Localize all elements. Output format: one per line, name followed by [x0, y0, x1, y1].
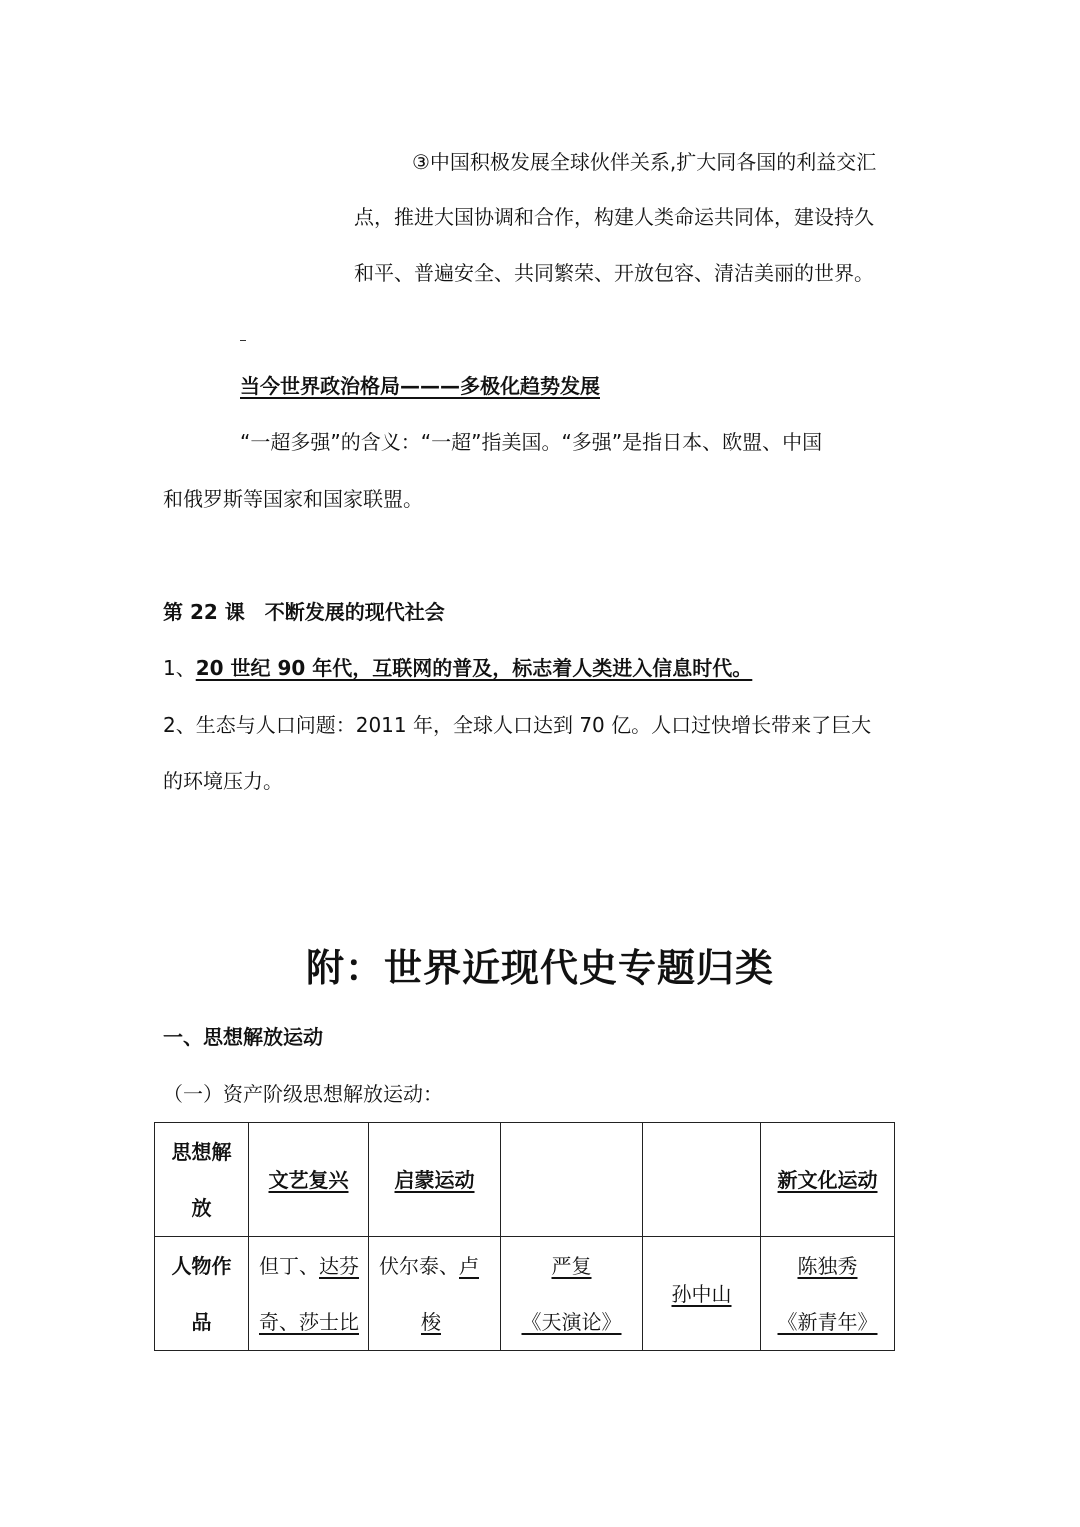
item2-line2: 的环境压力。 [163, 769, 283, 793]
header-enlightenment: 启蒙运动 [369, 1123, 501, 1237]
para1-line2: 点，推进大国协调和合作，构建人类命运共同体，建设持久 [354, 205, 874, 229]
header-renaissance: 文艺复兴 [249, 1123, 369, 1237]
cell-renaissance-people: 但丁、达芬 奇、莎士比 [249, 1237, 369, 1351]
item1-number: 1、 [163, 656, 196, 680]
item1-text: 20 世纪 90 年代，互联网的普及，标志着人类进入信息时代。 [195, 656, 753, 680]
appendix-title: 附：世界近现代史专题归类 [305, 946, 774, 990]
stray-dash-mark [240, 340, 246, 341]
cell-yan-fu: 严复 《天演论》 [501, 1237, 643, 1351]
para2-line1: “一超多强”的含义：“一超”指美国。“多强”是指日本、欧盟、中国 [240, 430, 823, 454]
item2-line1: 2、生态与人口问题：2011 年，全球人口达到 70 亿。人口过快增长带来了巨大 [163, 713, 872, 737]
cell-sun-yat-sen: 孙中山 [643, 1237, 761, 1351]
header-empty-1 [501, 1123, 643, 1237]
thought-movements-table [154, 1122, 895, 1351]
cell-chen-duxiu: 陈独秀 《新青年》 [761, 1237, 895, 1351]
header-empty-2 [643, 1123, 761, 1237]
section1-title: 一、思想解放运动 [163, 1025, 323, 1049]
para1-line1: ③中国积极发展全球伙伴关系,扩大同各国的利益交汇 [412, 150, 877, 174]
lesson-title: 第 22 课 不断发展的现代社会 [163, 600, 445, 624]
para1-line3: 和平、普遍安全、共同繁荣、开放包容、清洁美丽的世界。 [354, 261, 874, 285]
table-people-row [155, 1237, 895, 1351]
subsection1-title: （一）资产阶级思想解放运动： [163, 1082, 443, 1106]
section-heading: 当今世界政治格局———多极化趋势发展 [240, 374, 600, 398]
table-header-row [155, 1123, 895, 1237]
para2-line2: 和俄罗斯等国家和国家联盟。 [163, 487, 423, 511]
cell-enlightenment-people: 伏尔泰、卢 梭 [369, 1237, 501, 1351]
item1 [163, 654, 752, 682]
row-label-people: 人物作 品 [155, 1237, 249, 1351]
header-new-culture: 新文化运动 [761, 1123, 895, 1237]
row-label-thought: 思想解 放 [155, 1123, 249, 1237]
